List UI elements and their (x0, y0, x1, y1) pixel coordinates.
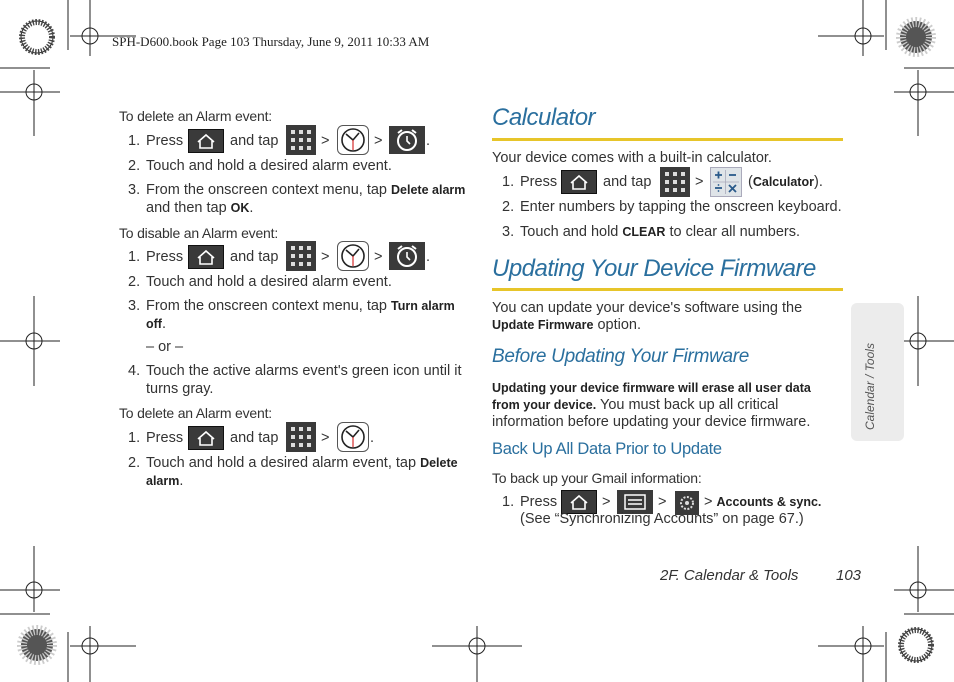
crosshair-mark (0, 546, 60, 612)
step-1: 1. Press (502, 494, 558, 510)
starburst-mark (900, 629, 932, 661)
starburst-mark (21, 629, 53, 661)
step-1: 1. Press (128, 430, 184, 446)
apps-grid-icon (286, 125, 316, 155)
clock-icon (337, 241, 369, 271)
separator: > (658, 494, 667, 510)
heading-rule (492, 288, 843, 291)
gmail-backup-title: To back up your Gmail information: (492, 470, 702, 486)
crosshair-mark (818, 626, 884, 682)
step-3: 3. Touch and hold CLEAR to clear all numbers. (502, 224, 801, 240)
calculator-icon (710, 167, 742, 197)
step-3-cont: off. (146, 316, 166, 332)
crosshair-mark (432, 626, 522, 682)
firmware-heading: Updating Your Device Firmware (492, 255, 816, 282)
delete-event-title-2: To delete an Alarm event: (119, 405, 272, 421)
home-icon (188, 129, 224, 153)
step-2-cont: alarm. (146, 473, 184, 489)
separator: > (374, 133, 383, 149)
separator: > (321, 249, 330, 265)
apps-grid-icon (286, 241, 316, 271)
crosshair-mark (70, 626, 136, 682)
and-tap-text: and tap (603, 174, 652, 190)
separator: > (602, 494, 611, 510)
step-3-cont: and then tap OK. (146, 200, 254, 216)
clock-icon (337, 422, 369, 452)
separator: > (321, 133, 330, 149)
or-separator: – or – (146, 339, 184, 355)
crosshair-mark (818, 0, 884, 56)
crosshair-mark (0, 70, 60, 136)
alarm-icon (389, 242, 425, 270)
heading-rule (492, 138, 843, 141)
warning-line-1: Updating your device firmware will erase all user data (492, 381, 811, 395)
section-tab-label: Calendar / Tools (863, 343, 877, 430)
crosshair-mark (0, 296, 60, 386)
accounts-sync-label: > Accounts & sync. (704, 494, 822, 510)
backup-heading: Back Up All Data Prior to Update (492, 440, 722, 458)
starburst-mark (21, 21, 53, 53)
page-number: 103 (836, 567, 862, 584)
clock-icon (337, 125, 369, 155)
step-1: 1. Press (502, 174, 558, 190)
step-3: 3. From the onscreen context menu, tap Turn alarm (128, 298, 455, 314)
apps-grid-icon (660, 167, 690, 197)
and-tap-text: and tap (230, 249, 279, 265)
disable-event-title: To disable an Alarm event: (119, 225, 279, 241)
period: . (426, 133, 431, 149)
home-icon (188, 426, 224, 450)
separator: > (321, 430, 330, 446)
home-icon (188, 245, 224, 269)
apps-grid-icon (286, 422, 316, 452)
step-2: 2. Enter numbers by tapping the onscreen keyboard. (502, 199, 842, 215)
calculator-intro: Your device comes with a built-in calculator. (492, 150, 772, 166)
separator: > (695, 174, 704, 190)
footer-section: 2F. Calendar & Tools (660, 567, 799, 584)
step-1: 1. Press (128, 249, 184, 265)
separator: > (374, 249, 383, 265)
section-tab (851, 303, 904, 441)
starburst-mark (900, 21, 932, 53)
step-2: 2. Touch and hold a desired alarm event. (128, 158, 392, 174)
step-3: 3. From the onscreen context menu, tap Delete alarm (128, 182, 466, 198)
warning-line-3: information before updating your device firmware. (492, 414, 811, 430)
firmware-intro-cont: Update Firmware option. (492, 317, 641, 333)
delete-event-title: To delete an Alarm event: (119, 108, 272, 124)
calculator-label: (Calculator). (748, 174, 823, 190)
see-reference: (See “Synchronizing Accounts” on page 67.) (520, 511, 804, 527)
period: . (370, 430, 375, 446)
and-tap-text: and tap (230, 430, 279, 446)
step-4-cont: turns gray. (146, 381, 214, 397)
calculator-heading: Calculator (492, 104, 596, 131)
step-1: 1. Press (128, 133, 184, 149)
step-2: 2. Touch and hold a desired alarm event, tap Delete (128, 455, 458, 471)
crosshair-mark (894, 70, 954, 136)
period: . (426, 249, 431, 265)
alarm-icon (389, 126, 425, 154)
crosshair-mark (894, 546, 954, 612)
home-icon (561, 170, 597, 194)
and-tap-text: and tap (230, 133, 279, 149)
step-4: 4. Touch the active alarms event's green icon until it (128, 363, 462, 379)
page-header: SPH-D600.book Page 103 Thursday, June 9, 2011 10:33 AM (112, 34, 430, 49)
before-updating-heading: Before Updating Your Firmware (492, 346, 750, 367)
step-2: 2. Touch and hold a desired alarm event. (128, 274, 392, 290)
firmware-intro: You can update your device's software using the (492, 300, 803, 316)
warning-line-2: from your device. You must back up all critical (492, 397, 779, 413)
